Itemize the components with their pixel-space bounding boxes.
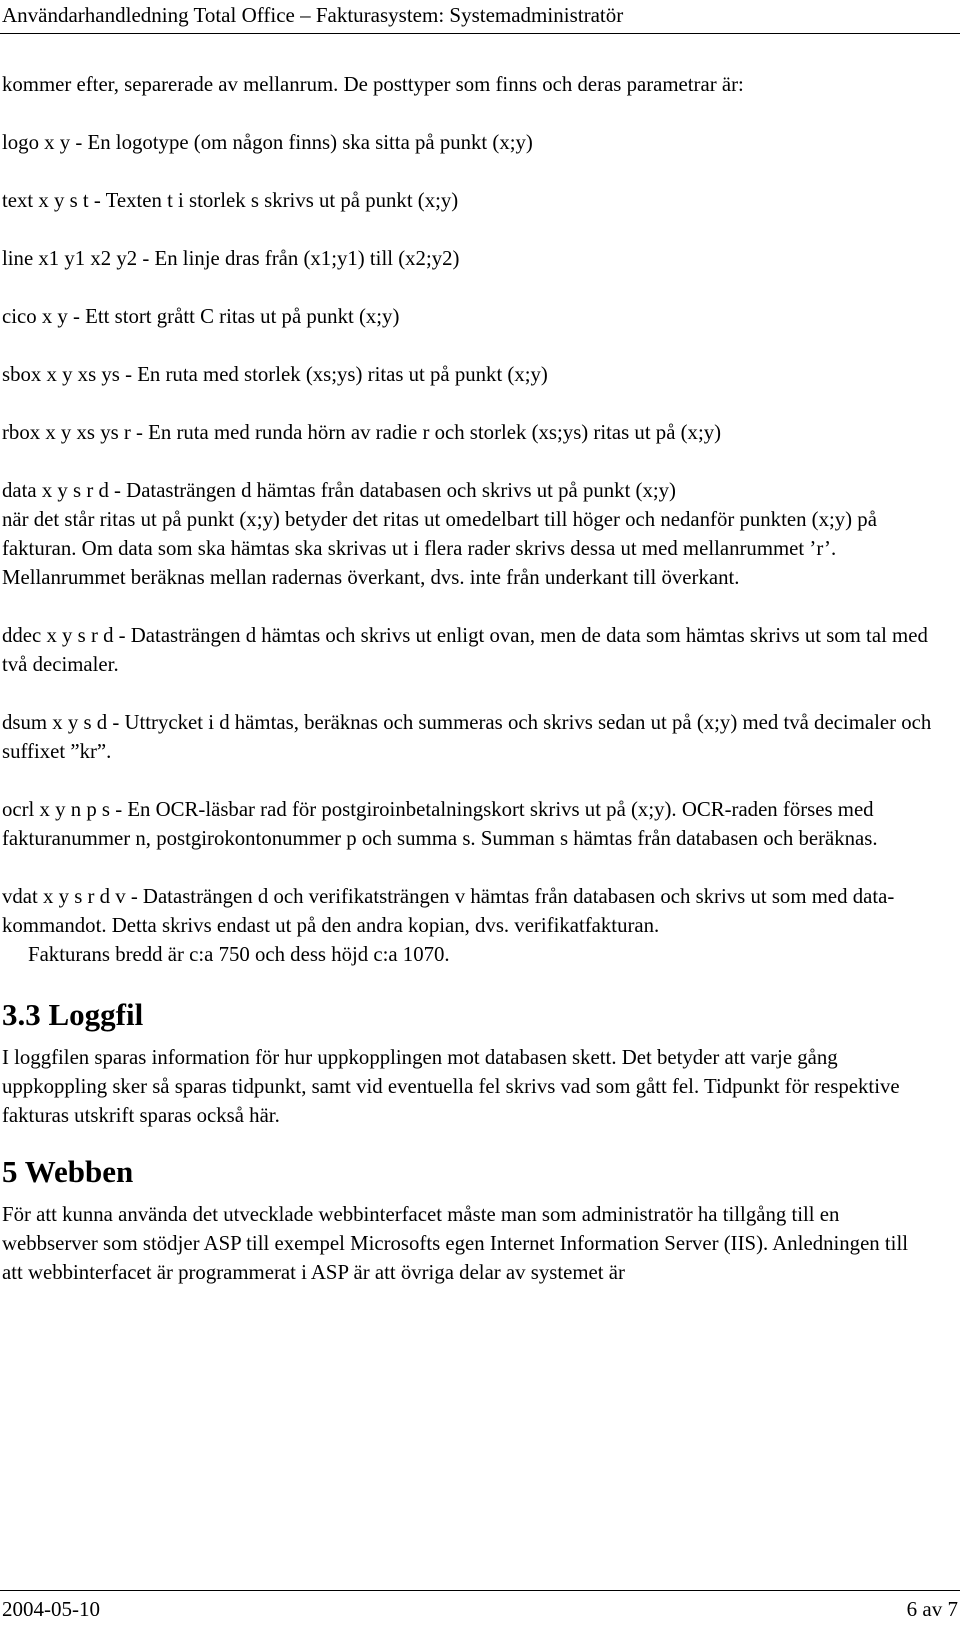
- paragraph-sbox: sbox x y xs ys - En ruta med storlek (xs;ys) ritas ut på punkt (x;y): [2, 363, 548, 386]
- paragraph-ocrl: ocrl x y n p s - En OCR-läsbar rad för postgiroinbetalningskort skrivs ut på (x;y). OCR-raden förses med fakturanummer n, postgirokontonummer p och summa s. Summan s hämtas från databasen och beräknas.: [2, 798, 878, 850]
- document-body: [2, 70, 932, 1287]
- footer-divider: [0, 1590, 960, 1591]
- paragraph-cico: cico x y - Ett stort grått C ritas ut på punkt (x;y): [2, 305, 400, 328]
- section-heading-webben: 5 Webben: [2, 1154, 134, 1189]
- paragraph-vdat: vdat x y s r d v - Datasträngen d och verifikatsträngen v hämtas från databasen och skrivs ut som med data-kommandot. Detta skrivs endast ut på den andra kopian, dvs. verifikatfakturan.: [2, 885, 895, 937]
- page-number: 6 av 7: [906, 1597, 958, 1621]
- section-heading-loggfil: 3.3 Loggfil: [2, 997, 144, 1032]
- page-footer: [0, 1590, 960, 1622]
- paragraph-invoice-size: Fakturans bredd är c:a 750 och dess höjd c:a 1070.: [28, 943, 450, 966]
- header-divider: [0, 33, 960, 34]
- paragraph-line: line x1 y1 x2 y2 - En linje dras från (x1;y1) till (x2;y2): [2, 247, 460, 270]
- paragraph-dsum: dsum x y s d - Uttrycket i d hämtas, beräknas och summeras och skrivs sedan ut på (x;y) med två decimaler och suffixet ”kr”.: [2, 711, 932, 763]
- paragraph-logo: logo x y - En logotype (om någon finns) ska sitta på punkt (x;y): [2, 131, 533, 154]
- paragraph-text: text x y s t - Texten t i storlek s skrivs ut på punkt (x;y): [2, 189, 459, 212]
- paragraph-rbox: rbox x y xs ys r - En ruta med runda hörn av radie r och storlek (xs;ys) ritas ut på (x;y): [2, 421, 722, 444]
- paragraph-data-explanation: när det står ritas ut på punkt (x;y) betyder det ritas ut omedelbart till höger och nedanför punkten (x;y) på fakturan. Om data som ska hämtas ska skrivas ut i flera rader skrivs dessa ut med mellanrummet ’r’. Mellanrummet beräknas mellan radernas överkant, dvs. inte från underkant till överkant.: [2, 508, 877, 589]
- footer-date: 2004-05-10: [2, 1597, 100, 1621]
- paragraph-ddec: ddec x y s r d - Datasträngen d hämtas och skrivs ut enligt ovan, men de data som hämtas skrivs ut som tal med två decimaler.: [2, 624, 928, 676]
- header-title: Användarhandledning Total Office – Fakturasystem: Systemadministratör: [2, 3, 624, 27]
- paragraph-intro: kommer efter, separerade av mellanrum. De posttyper som finns och deras parametrar är:: [2, 73, 744, 96]
- paragraph-loggfil: I loggfilen sparas information för hur uppkopplingen mot databasen skett. Det betyder att varje gång uppkoppling sker så sparas tidpunkt, samt vid eventuella fel skrivs vad som gått fel. Tidpunkt för respektive fakturas utskrift sparas också här.: [2, 1046, 900, 1127]
- paragraph-data: data x y s r d - Datasträngen d hämtas från databasen och skrivs ut på punkt (x;y): [2, 479, 676, 502]
- paragraph-webben: För att kunna använda det utvecklade webbinterfacet måste man som administratör ha tillgång till en webbserver som stödjer ASP till exempel Microsofts egen Internet Information Server (IIS). Anledningen till att webbinterfacet är programmerat i ASP är att övriga delar av systemet är: [2, 1203, 909, 1284]
